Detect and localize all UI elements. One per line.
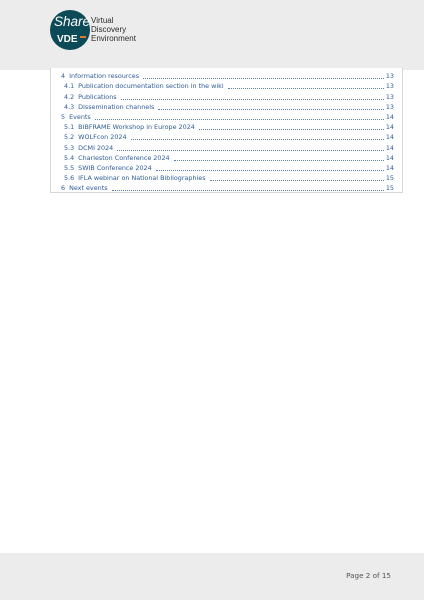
toc-dot-leader (156, 170, 384, 171)
toc-entry-title[interactable]: IFLA webinar on National Bibliographies (78, 174, 206, 183)
toc-entry-page: 13 (385, 92, 394, 101)
sharevde-logo-mark (50, 9, 160, 51)
toc-entry-number: 5.5 (64, 163, 75, 172)
toc-dot-leader (112, 190, 384, 191)
toc-entry-title[interactable]: Next events (69, 184, 108, 193)
toc-entry-number: 5.6 (64, 174, 75, 183)
toc-entry-page: 13 (385, 102, 394, 111)
toc-dot-leader (95, 119, 384, 120)
toc-entry-title[interactable]: BIBFRAME Workshop in Europe 2024 (78, 123, 195, 132)
toc-entry-page: 13 (385, 72, 394, 81)
toc-entry-page: 14 (385, 133, 394, 142)
toc-entry-number: 5.4 (64, 153, 75, 162)
toc-entry[interactable] (61, 122, 394, 132)
toc-entry[interactable] (61, 163, 394, 173)
toc-entry[interactable] (61, 91, 394, 101)
logo-tagline-line1: Virtual (91, 16, 114, 25)
logo-tagline-line3: Environment (91, 34, 136, 43)
toc-list (61, 71, 394, 193)
toc-dot-leader (121, 99, 384, 100)
logo-tagline-line2: Discovery (91, 25, 127, 34)
toc-entry-number: 4.3 (64, 102, 75, 111)
toc-entry[interactable] (61, 153, 394, 163)
toc-dot-leader (199, 129, 384, 130)
table-of-contents (50, 68, 403, 193)
toc-entry[interactable] (61, 142, 394, 152)
toc-entry-title[interactable]: DCMI 2024 (78, 143, 114, 152)
toc-entry-number: 5.3 (64, 143, 75, 152)
toc-dot-leader (210, 180, 384, 181)
toc-entry-number: 4 (61, 72, 66, 81)
sharevde-logo (50, 9, 160, 51)
page-header (0, 0, 424, 70)
toc-entry-title[interactable]: Publications (78, 92, 117, 101)
toc-entry-number: 5 (61, 112, 66, 121)
toc-entry-title[interactable]: WOLFcon 2024 (78, 133, 127, 142)
toc-entry-page: 14 (385, 123, 394, 132)
toc-entry-page: 14 (385, 163, 394, 172)
toc-entry-number: 5.2 (64, 133, 75, 142)
logo-wordmark-bottom: VDE (57, 34, 78, 45)
toc-entry[interactable] (61, 183, 394, 193)
toc-dot-leader (131, 139, 384, 140)
toc-dot-leader (174, 160, 384, 161)
toc-entry-number: 4.2 (64, 92, 75, 101)
logo-wordmark-top: Share (54, 14, 91, 29)
toc-entry-title[interactable]: Publication documentation section in the wiki (78, 82, 224, 91)
toc-entry[interactable] (61, 112, 394, 122)
toc-entry-page: 15 (385, 174, 394, 183)
toc-entry[interactable] (61, 81, 394, 91)
toc-dot-leader (158, 109, 384, 110)
logo-accent (80, 36, 86, 38)
toc-entry-title[interactable]: Information resources (69, 72, 140, 81)
toc-entry-number: 4.1 (64, 82, 75, 91)
toc-dot-leader (117, 150, 384, 151)
toc-entry-number: 6 (61, 184, 66, 193)
toc-entry-title[interactable]: SWIB Conference 2024 (78, 163, 152, 172)
page-number-label: Page 2 of 15 (346, 571, 391, 580)
toc-dot-leader (143, 78, 384, 79)
toc-entry-title[interactable]: Events (69, 112, 91, 121)
toc-entry[interactable] (61, 102, 394, 112)
toc-entry-title[interactable]: Dissemination channels (78, 102, 155, 111)
toc-entry-page: 14 (385, 153, 394, 162)
toc-entry-page: 13 (385, 82, 394, 91)
toc-entry-page: 14 (385, 143, 394, 152)
toc-entry-title[interactable]: Charleston Conference 2024 (78, 153, 170, 162)
toc-dot-leader (228, 88, 384, 89)
toc-entry-page: 15 (385, 184, 394, 193)
toc-entry-page: 14 (385, 112, 394, 121)
toc-entry-number: 5.1 (64, 123, 75, 132)
toc-entry[interactable] (61, 173, 394, 183)
toc-entry[interactable] (61, 71, 394, 81)
toc-entry[interactable] (61, 132, 394, 142)
